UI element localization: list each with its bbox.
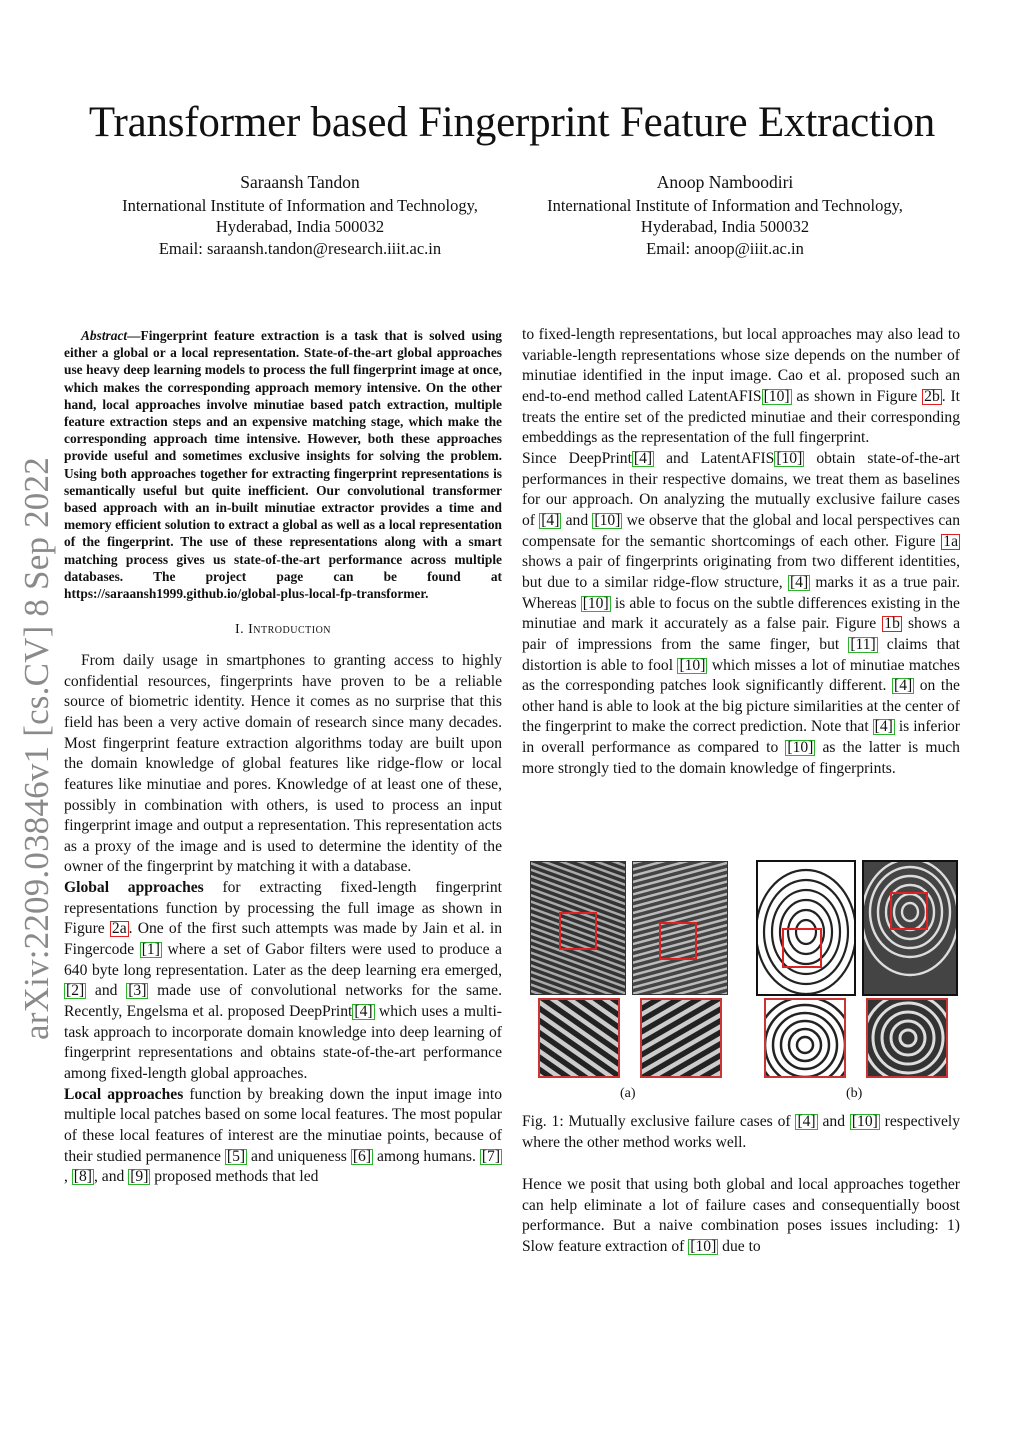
subfigure-label-b: (b): [846, 1086, 863, 1101]
citation-link[interactable]: [10]: [582, 594, 609, 612]
figure-link[interactable]: 2b: [924, 387, 940, 405]
paragraph-body: [522, 1175, 960, 1258]
citation-link[interactable]: [8]: [73, 1168, 92, 1186]
text: respectively where the other method works well.: [522, 1113, 961, 1151]
right-paragraph-3: [522, 1175, 960, 1258]
text: as shown in Figure: [791, 387, 923, 405]
text: among humans.: [373, 1147, 480, 1165]
paper-title: Transformer based Fingerprint Feature Extraction: [88, 99, 936, 146]
text: and LatentAFIS: [654, 449, 775, 467]
text: claims that distortion is able to fool: [522, 635, 960, 674]
text: . It treats the entire set of the predicted minutiae and their corresponding embeddings as the representation of the full fingerprint.: [522, 387, 960, 447]
author-email: Email: anoop@iiit.ac.in: [646, 238, 804, 258]
text: , and: [93, 1168, 129, 1186]
arxiv-stamp: arXiv:2209.03846v1 [cs.CV] 8 Sep 2022: [17, 457, 56, 1040]
text: to fixed-length representations, but local approaches may also lead to variable-length representations whose size depends on the number of minutiae identified in the input image. Cao et al. proposed such an end-to-end method called LatentAFIS: [522, 326, 960, 405]
patch-image: [764, 998, 846, 1078]
abstract-label: Abstract: [81, 328, 128, 343]
text: and: [817, 1113, 850, 1130]
text: obtain state-of-the-art performances in their respective domains, we treat them as baselines for our approach. On analyzing the mutually exclusive failure cases of: [522, 449, 960, 529]
fingerprint-image: [530, 861, 626, 995]
section-title: Introduction: [248, 622, 332, 638]
author-affiliation: International Institute of Information and Technology,: [122, 195, 478, 215]
citation-link[interactable]: [7]: [481, 1147, 501, 1165]
citation-link[interactable]: [9]: [130, 1168, 149, 1186]
citation-link[interactable]: [10]: [851, 1113, 878, 1130]
fingerprint-image: [756, 860, 856, 996]
text: where a set of Gabor filters were used to produce a 640 byte long representation. Later as the deep learning era emerged,: [64, 941, 502, 979]
citation-link[interactable]: [10]: [690, 1237, 717, 1255]
text: is inferior in overall performance as compared to: [522, 718, 960, 757]
text: proposed methods that led: [150, 1168, 319, 1186]
right-paragraph-1: [522, 325, 960, 449]
patch-image: [538, 998, 620, 1078]
author-block-2: [515, 172, 935, 259]
right-column: [522, 325, 960, 779]
fingerprint-image: [632, 861, 728, 995]
roi-box: [659, 922, 697, 960]
text: for extracting fixed-length fingerprint representations function by processing the full image as shown in Figure: [64, 879, 502, 938]
author-location: Hyderabad, India 500032: [215, 217, 385, 236]
author-name: Anoop Namboodiri: [656, 172, 794, 192]
citation-link[interactable]: [10]: [679, 656, 706, 674]
intro-paragraph: From daily usage in smartphones to granting access to highly confidential resources, fingerprints have proven to be a reliable source of biometric identity. Hence it comes as no surprise that this field has been a very active domain of research since many decades. Most fingerprint feature extraction algorithms today are built upon the domain knowledge of global features like ridge-flow or local features like minutiae and pores. Knowledge of at least one of these, possibly in combination with others, is used to process an input fingerprint image and output a representation. This representation acts as a proxy of the image and is used to determine the identity of the owner of the fingerprint by matching it with a database.: [64, 651, 502, 876]
abstract-text: —Fingerprint feature extraction is a task that is solved using either a global or a local representation. State-of-the-art global approaches use heavy deep learning models to process the full fingerprint image at once, which makes the corresponding approach memory intensive. On the other hand, local approaches involve minutiae based patch extraction, multiple feature extraction steps and an expensive matching stage, which make the corresponding approach time intensive. However, both these approaches provide useful and sometimes exclusive insights for solving the problem. Using both approaches together for extracting fingerprint representations is semantically useful but quite inefficient. Our convolutional transformer based approach with an in-built minutiae extractor provides a time and memory efficient solution to extract a global as well as a local representation of the fingerprint. The use of these representations along with a smart matching process gives us state-of-the-art performance across multiple databases. The project page can be found at https://saraansh1999.github.io/global-plus-local-fp-transformer.: [64, 328, 502, 602]
text: is able to focus on the subtle differences existing in the minutiae and mark it accurately as a false pair. Figure: [522, 594, 960, 633]
citation-link[interactable]: [3]: [128, 982, 147, 1000]
text: . One of the first such attempts was made by Jain et al. in Fingercode: [64, 920, 502, 959]
text: Fig. 1: Mutually exclusive failure cases of: [522, 1113, 796, 1130]
text: Since DeepPrint: [522, 449, 632, 467]
author-location: Hyderabad, India 500032: [640, 217, 810, 236]
citation-link[interactable]: [4]: [797, 1113, 816, 1130]
subfigure-label-a: (a): [620, 1086, 636, 1101]
patch-image: [640, 998, 722, 1078]
patch-ridges: [642, 1000, 720, 1076]
roi-box: [890, 892, 928, 930]
text: which misses a lot of minutiae matches as the corresponding patches look significantly different.: [522, 656, 960, 695]
citation-link[interactable]: [4]: [541, 511, 560, 529]
section-number: I.: [234, 622, 245, 638]
left-column: [64, 327, 502, 1188]
text: function by breaking down the input image into multiple local patches based on some local features. The most popular of these local features of interest are the minutiae points, because of their studied permanence: [64, 1085, 503, 1165]
figure-link[interactable]: 1b: [884, 615, 900, 633]
citation-link[interactable]: [1]: [141, 941, 160, 959]
citation-link[interactable]: [10]: [594, 511, 621, 529]
citation-link[interactable]: [6]: [352, 1147, 372, 1165]
citation-link[interactable]: [10]: [787, 739, 814, 757]
text: due to: [718, 1237, 761, 1255]
global-approaches-paragraph: [64, 878, 502, 1085]
citation-link[interactable]: [4]: [633, 449, 653, 467]
citation-link[interactable]: [2]: [66, 982, 85, 1000]
roi-box: [559, 912, 597, 950]
author-email: Email: saraansh.tandon@research.iiit.ac.in: [158, 238, 442, 258]
abstract: [64, 327, 502, 602]
local-approaches-paragraph: [64, 1085, 502, 1188]
paragraph-lead: Global approaches: [64, 879, 204, 897]
text: shows a pair of impressions from the same finger, but: [522, 615, 960, 653]
section-heading: [64, 620, 502, 641]
citation-link[interactable]: [5]: [226, 1147, 246, 1165]
citation-link[interactable]: [4]: [354, 1003, 373, 1021]
right-paragraph-2: [522, 449, 960, 780]
text: marks it as a true pair. Whereas: [522, 573, 960, 612]
citation-link[interactable]: [11]: [850, 635, 876, 653]
citation-link[interactable]: [10]: [776, 449, 803, 467]
paragraph-lead: Local approaches: [64, 1085, 184, 1103]
patch-ridges: [766, 1000, 844, 1076]
text: on the other hand is able to look at the big picture similarities at the center of the fingerprint to make the correct prediction. Note that: [522, 677, 960, 736]
citation-link[interactable]: [4]: [789, 573, 809, 591]
figure-link[interactable]: 1a: [943, 532, 958, 550]
patch-image: [866, 998, 948, 1078]
figure-caption: [522, 1112, 960, 1153]
patch-ridges: [540, 1000, 618, 1076]
roi-box: [782, 928, 822, 968]
text: made use of convolutional networks for the same. Recently, Engelsma et al. proposed DeepPrint: [64, 982, 502, 1021]
author-affiliation: International Institute of Information and Technology,: [547, 195, 903, 215]
text: we observe that the global and local perspectives can compensate for the semantic shortcomings of each other. Figure: [522, 511, 961, 550]
text: shows a pair of fingerprints originating from two different identities, but due to a similar ridge-flow structure,: [522, 553, 960, 591]
citation-link[interactable]: [10]: [763, 387, 790, 405]
text: Hence we posit that using both global and local approaches together can help eliminate a lot of failure cases and consequentially boost performance. But a naive combination poses issues including: 1) Slow feature extraction of: [522, 1176, 960, 1255]
author-name: Saraansh Tandon: [240, 172, 360, 192]
text: and: [561, 511, 593, 529]
citation-link[interactable]: [4]: [894, 677, 913, 695]
text: as the latter is much more strongly tied to the domain knowledge of fingerprints.: [522, 739, 960, 777]
fingerprint-image: [862, 860, 958, 996]
figure-1: [522, 858, 962, 1118]
author-block-1: [90, 172, 510, 259]
text: ,: [64, 1168, 72, 1186]
text: which uses a multi-task approach to incorporate domain knowledge into deep learning of fingerprint representations and obtains state-of-the-art performance among fixed-length global approaches.: [64, 1003, 502, 1083]
patch-ridges: [868, 1000, 946, 1076]
figure-link[interactable]: 2a: [111, 920, 127, 938]
text: and uniqueness: [247, 1147, 351, 1165]
text: and: [86, 982, 127, 1000]
citation-link[interactable]: [4]: [874, 718, 893, 736]
